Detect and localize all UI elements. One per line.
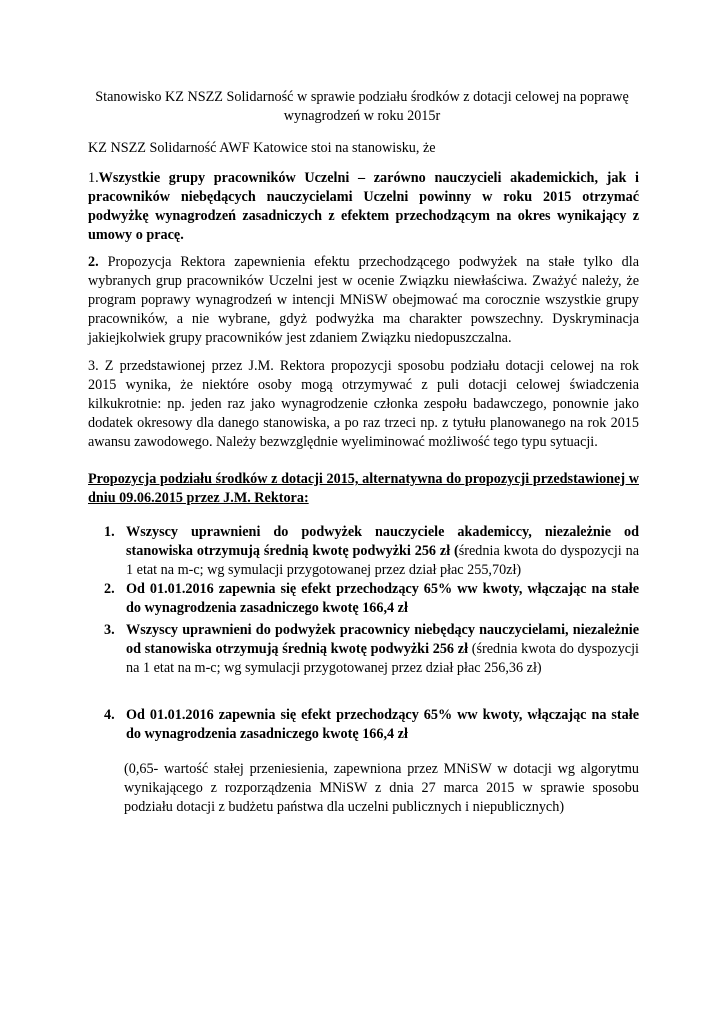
paragraph-3-text: 3. Z przedstawionej przez J.M. Rektora propozycji sposobu podziału dotacji celowej na rok 2015 wynika, że niektóre osoby mogą otrzymywać z puli dotacji celowej świadczenia kilkukrotnie: np. jeden raz jako wynagrodzenie członka zespołu badawczego, ponownie jako dodatek okresowy dla danego stanowiska, a po raz trzeci np. z tytułu planowanego na rok 2015 awansu zawodowego. Należy bezwzględnie wyeliminować możliwość tego typu sytuacji.	[88, 358, 639, 450]
proposal-heading: Propozycja podziału środków z dotacji 2015, alternatywna do propozycji przedstawionej w dniu 09.06.2015 przez J.M. Rektora:	[88, 471, 639, 506]
list-item	[104, 523, 639, 580]
list-item-number: 1.	[104, 524, 115, 540]
paragraph-2-text: Propozycja Rektora zapewnienia efektu przechodzącego podwyżek na stałe tylko dla wybranych grup pracowników Uczelni jest w ocenie Związku niewłaściwa. Zważyć należy, że program poprawy wynagrodzeń w intencji MNiSW obejmować ma corocznie wszystkie grupy pracowników, a nie wybrane, gdyż podwyżka ma charakter powszechny. Dyskryminacja jakiejkolwiek grupy pracowników jest zdaniem Związku niedopuszczalna.	[88, 254, 639, 346]
list-item-bold-text: Od 01.01.2016 zapewnia się efekt przechodzący 65% ww kwoty, włączając na stałe do wynagrodzenia zasadniczego kwotę 166,4 zł	[126, 581, 639, 616]
proposal-list-2	[104, 621, 639, 678]
list-item	[104, 621, 639, 678]
list-item-bold-text: Wszyscy uprawnieni do podwyżek pracownicy niebędący nauczycielami, niezależnie od stanowiska otrzymują średnią kwotę podwyżki 256 zł	[126, 622, 639, 657]
list-item-number: 3.	[104, 622, 115, 638]
paragraph-3	[88, 357, 639, 452]
paragraph-1-text: Wszystkie grupy pracowników Uczelni – zarówno nauczycieli akademickich, jak i pracowników niebędących nauczycielami Uczelni powinny w roku 2015 otrzymać podwyżkę wynagrodzeń zasadniczych z efektem przechodzącym na okres wynikający z umowy o pracę.	[88, 170, 639, 243]
proposal-list-1	[104, 523, 639, 618]
footnote: (0,65- wartość stałej przeniesienia, zapewniona przez MNiSW w dotacji wg algorytmu wynikającego z rozporządzenia MNiSW z dnia 27 marca 2015 w sprawie sposobu podziału dotacji z budżetu państwa dla uczelni publicznych i niepublicznych)	[124, 761, 639, 815]
title-line-2: wynagrodzeń w roku 2015r	[283, 108, 441, 124]
list-item-number: 4.	[104, 707, 115, 723]
document-title	[70, 88, 654, 126]
list-item-text: średnia kwota do dyspozycji na 1 etat na m-c; wg symulacji przygotowanej przez dział płac 255,70zł)	[126, 543, 639, 578]
list-item-bold-text: Od 01.01.2016 zapewnia się efekt przechodzący 65% ww kwoty, włączając na stałe do wynagrodzenia zasadniczego kwotę 166,4 zł	[126, 707, 639, 742]
list-item-number: 2.	[104, 581, 115, 597]
list-item	[104, 580, 639, 618]
list-item-text: (średnia kwota do dyspozycji na 1 etat na m-c; wg symulacji przygotowanej przez dział płac 256,36 zł)	[126, 641, 639, 676]
list-item	[104, 706, 639, 744]
proposal-list-3	[104, 706, 639, 744]
paragraph-2	[88, 253, 639, 348]
paragraph-1	[88, 169, 639, 245]
title-line-1: Stanowisko KZ NSZZ Solidarność w sprawie podziału środków z dotacji celowej na poprawę	[95, 89, 629, 105]
list-item-bold-text: Wszyscy uprawnieni do podwyżek nauczyciele akademiccy, niezależnie od stanowiska otrzymują średnią kwotę podwyżki 256 zł (	[126, 524, 639, 559]
paragraph-1-number: 1.	[88, 170, 99, 186]
intro-statement: KZ NSZZ Solidarność AWF Katowice stoi na stanowisku, że	[88, 140, 436, 156]
paragraph-2-number: 2.	[88, 254, 99, 270]
